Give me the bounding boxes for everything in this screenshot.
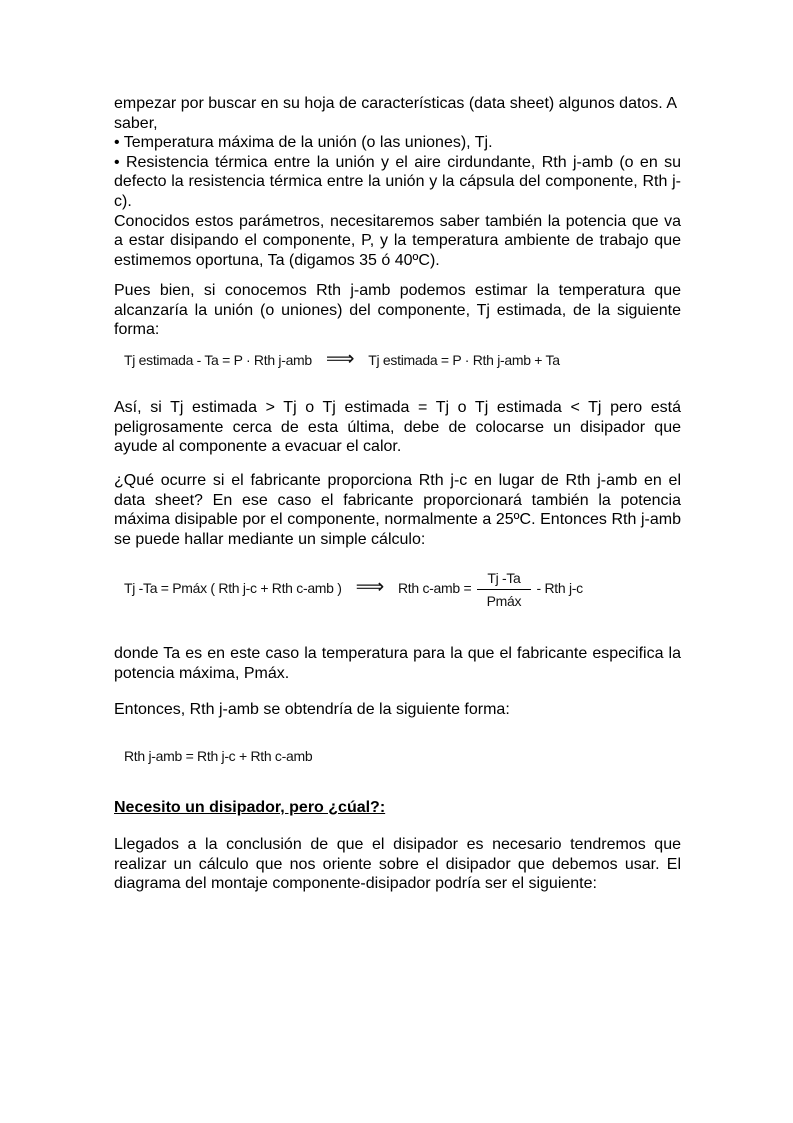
formula-left: Tj estimada - Ta = P · Rth j-amb [124, 352, 312, 368]
paragraph: Entonces, Rth j-amb se obtendría de la siguiente forma: [114, 701, 510, 718]
fraction [477, 570, 530, 609]
bullet-item: • Resistencia térmica entre la unión y el aire cirdundante, Rth j-amb (o en su defecto la resistencia térmica entre la unión y la cápsula del componente, Rth j-c). [114, 153, 681, 212]
formula-left: Tj -Ta = Pmáx ( Rth j-c + Rth c-amb ) [124, 580, 342, 597]
formula-3: Rth j-amb = Rth j-c + Rth c-amb [124, 748, 313, 764]
paragraph: Así, si Tj estimada > Tj o Tj estimada = Tj o Tj estimada < Tj pero está peligrosamente cerca de esta última, debe de colocarse un disipador que ayude al componente a evacuar el calor. [114, 399, 681, 456]
implies-arrow-icon: ⟹ [325, 348, 355, 370]
denominator: Pmáx [486, 593, 522, 609]
formula-right: Tj estimada = P · Rth j-amb + Ta [368, 352, 560, 368]
section-heading-wrap [114, 798, 681, 818]
formula-1 [124, 346, 560, 371]
formula-2 [124, 570, 583, 609]
bullet-item: • Temperatura máxima de la unión (o las uniones), Tj. [114, 133, 681, 153]
paragraph: Conocidos estos parámetros, necesitaremos saber también la potencia que va a estar disipando el componente, P, y la temperatura ambiente de trabajo que estimemos oportuna, Ta (digamos 35 ó 40ºC). [114, 212, 681, 269]
paragraph: Pues bien, si conocemos Rth j-amb podemos estimar la temperatura que alcanzaría la unión (o uniones) del componente, Tj estimada, de la siguiente forma: [114, 282, 681, 339]
intro-line: empezar por buscar en su hoja de características (data sheet) algunos datos. A saber, [114, 95, 677, 132]
numerator: Tj -Ta [477, 570, 530, 590]
intro-section [114, 94, 681, 270]
paragraph: donde Ta es en este caso la temperatura para la que el fabricante especifica la potencia máxima, Pmáx. [114, 645, 681, 682]
paragraph: ¿Qué ocurre si el fabricante proporciona Rth j-c en lugar de Rth j-amb en el data sheet? En ese caso el fabricante proporcionará también la potencia máxima disipable por el componente, normalmente a 25ºC. Entonces Rth j-amb se puede hallar mediante un simple cálculo: [114, 472, 681, 548]
formula-rest: - Rth j-c [536, 580, 583, 597]
paragraph: Llegados a la conclusión de que el disipador es necesario tendremos que realizar un cálculo que nos oriente sobre el disipador que debemos usar. El diagrama del montaje componente-disipador podría ser el siguiente: [114, 836, 681, 893]
section-heading: Necesito un disipador, pero ¿cúal?: [114, 799, 386, 816]
formula-lhs: Rth c-amb = [398, 580, 472, 597]
implies-arrow-icon: ⟹ [355, 576, 384, 599]
